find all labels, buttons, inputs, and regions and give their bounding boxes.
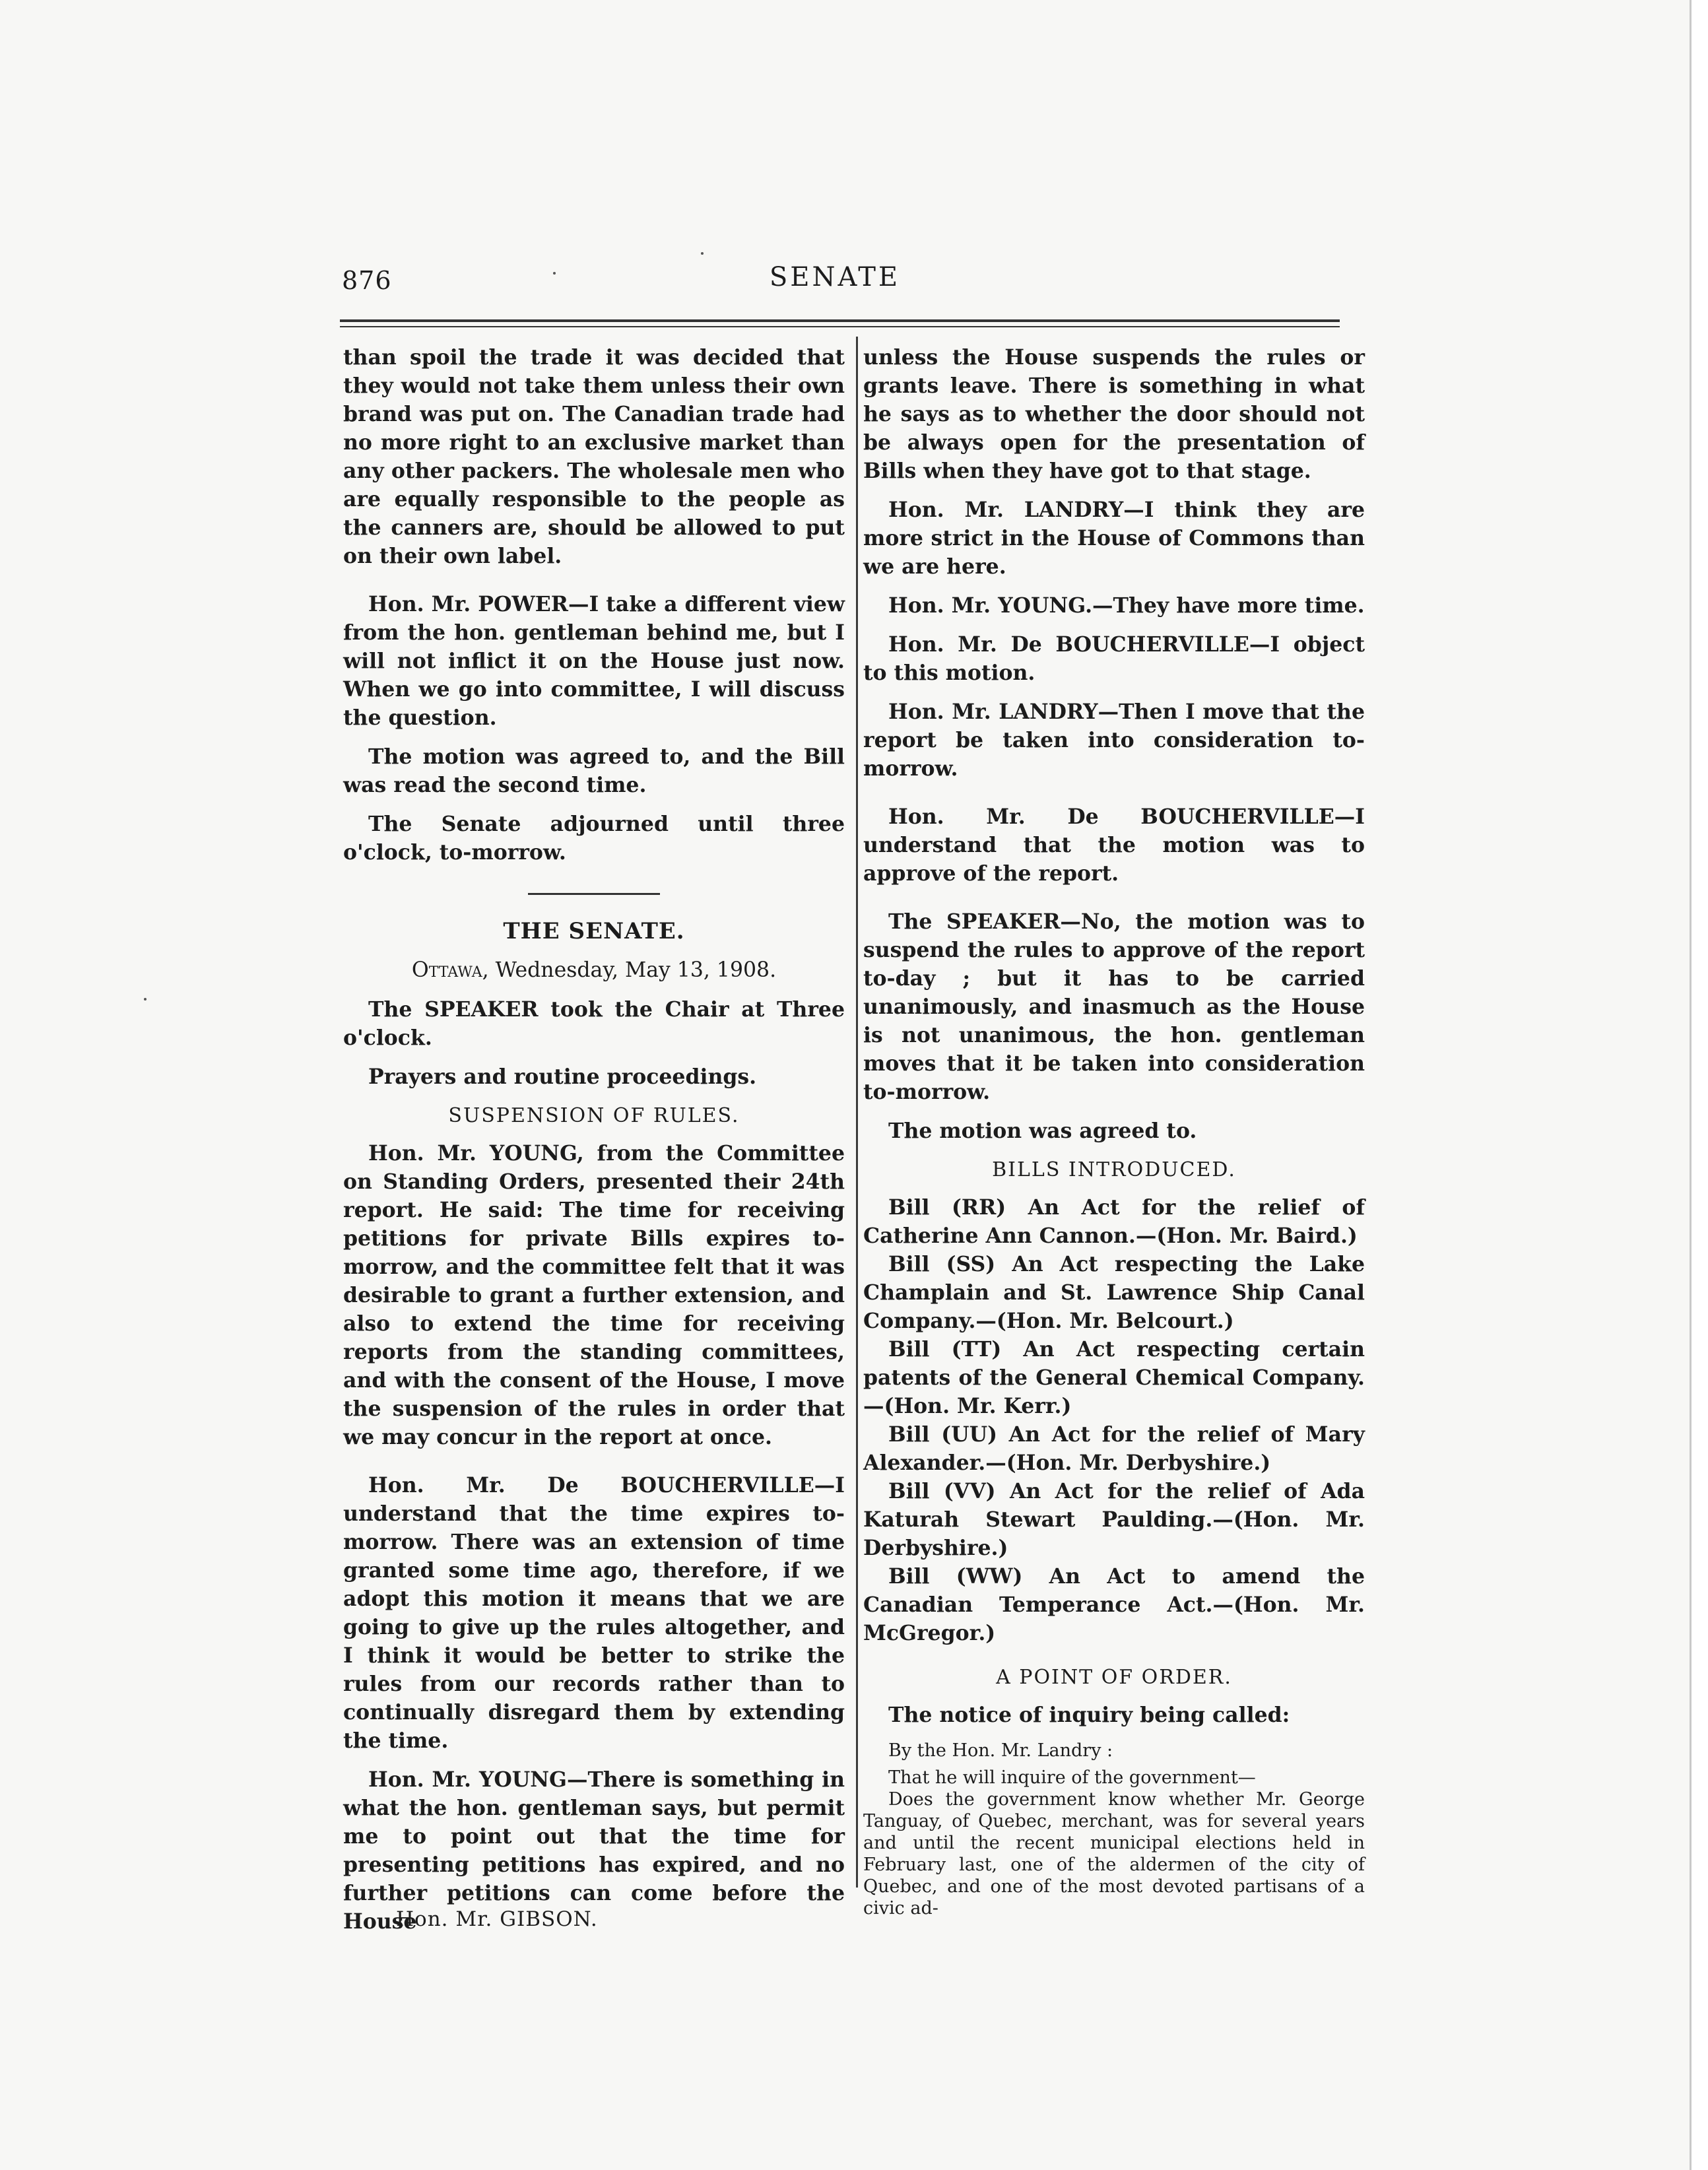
bill-entry: Bill (RR) An Act for the relief of Catherine Ann Cannon.—(Hon. Mr. Baird.) — [863, 1195, 1365, 1248]
paragraph: The notice of inquiry being called: — [888, 1703, 1290, 1727]
paragraph: The motion was agreed to, and the Bill was read the second time. — [343, 744, 845, 797]
bill-entry: Bill (SS) An Act respecting the Lake Champlain and St. Lawrence Ship Canal Company.—(Hon. Mr. Belcourt.) — [863, 1252, 1365, 1333]
dateline-date: , Wednesday, May 13, 1908. — [482, 958, 777, 982]
inquiry-line: That he will inquire of the government— — [888, 1767, 1256, 1788]
paragraph: The SPEAKER took the Chair at Three o'clock. — [343, 997, 845, 1050]
paragraph: The Senate adjourned until three o'clock, to-morrow. — [343, 812, 845, 865]
paragraph: unless the House suspends the rules or grants leave. There is something in what he says as to whether the door should not be always open for the presentation of Bills when they have got to that stage. — [863, 345, 1365, 483]
bill-entry: Bill (WW) An Act to amend the Canadian Temperance Act.—(Hon. Mr. McGregor.) — [863, 1564, 1365, 1645]
inquiry-text: Does the government know whether Mr. George Tanguay, of Quebec, merchant, was for several years and until the recent municipal elections held in February last, one of the aldermen of the city of Quebec, and one of the most devoted partisans of a civic ad- — [863, 1789, 1365, 1919]
paragraph: Hon. Mr. De BOUCHERVILLE—I understand that the time expires to-morrow. There was an extension of time granted some time ago, therefore, if we adopt this motion it means that we are going to give up the rules altogether, and I think it would be better to strike the rules from our records rather than to continually disregard them by extending the time. — [343, 1473, 845, 1753]
subheading-bills: BILLS INTRODUCED. — [992, 1158, 1236, 1181]
bill-entry: Bill (VV) An Act for the relief of Ada Katurah Stewart Paulding.—(Hon. Mr. Derbyshire.) — [863, 1479, 1365, 1560]
scan-speck — [553, 272, 556, 275]
paragraph: than spoil the trade it was decided that they would not take them unless their own brand was put on. The Canadian trade had no more right to an exclusive market than any other packers. The wholesale men who are equally responsible to the people as the canners are, should be allowed to put on their own label. — [343, 345, 845, 568]
subheading-suspension: SUSPENSION OF RULES. — [448, 1104, 740, 1127]
paragraph: The SPEAKER—No, the motion was to suspend the rules to approve of the report to-day ; but it has to be carried unanimously, and inasmuch as the House is not unanimous, the hon. gentleman moves that it be taken into consideration to-morrow. — [863, 909, 1365, 1104]
page-header — [330, 261, 1340, 300]
section-divider — [528, 893, 660, 895]
section-title: THE SENATE. — [503, 918, 685, 944]
dateline-place: Ottawa — [411, 958, 482, 982]
scan-speck — [701, 252, 704, 255]
paragraph: Hon. Mr. YOUNG—There is something in what the hon. gentleman says, but permit me to point out that the time for presenting petitions has expired, and no further petitions can come before the House — [343, 1767, 845, 1934]
paragraph: Hon. Mr. LANDRY—I think they are more strict in the House of Commons than we are here. — [863, 498, 1365, 579]
scan-speck — [144, 998, 147, 1001]
footer-speaker-name: Hon. Mr. GIBSON. — [396, 1907, 598, 1931]
bill-entry: Bill (UU) An Act for the relief of Mary Alexander.—(Hon. Mr. Derbyshire.) — [863, 1422, 1365, 1475]
running-title: SENATE — [769, 262, 901, 292]
paragraph: Hon. Mr. YOUNG, from the Committee on Standing Orders, presented their 24th report. He said: The time for receiving petitions for private Bills expires to-morrow, and the committee felt that it was desirable to grant a further extension, and also to extend the time for receiving reports from the standing committees, and with the consent of the House, I move the suspension of the rules in order that we may concur in the report at once. — [343, 1141, 845, 1449]
inquiry-notice — [863, 1740, 1365, 1919]
paragraph: Hon. Mr. De BOUCHERVILLE—I understand that the motion was to approve of the report. — [863, 805, 1365, 886]
page-number: 876 — [342, 266, 392, 295]
paragraph: Hon. Mr. De BOUCHERVILLE—I object to this motion. — [863, 632, 1365, 685]
dateline — [343, 956, 845, 985]
bill-entry: Bill (TT) An Act respecting certain patents of the General Chemical Company.—(Hon. Mr. Kerr.) — [863, 1337, 1365, 1418]
paragraph: The motion was agreed to. — [888, 1119, 1197, 1143]
paragraph: Hon. Mr. YOUNG.—They have more time. — [888, 593, 1365, 618]
paragraph: Hon. Mr. LANDRY—Then I move that the report be taken into consideration to-morrow. — [863, 700, 1365, 781]
column-divider — [856, 337, 858, 1888]
header-rule-thick — [340, 319, 1340, 322]
header-rule-thin — [340, 326, 1340, 327]
subheading-point-of-order: A POINT OF ORDER. — [996, 1666, 1232, 1689]
inquiry-by: By the Hon. Mr. Landry : — [888, 1740, 1113, 1761]
left-column — [343, 343, 845, 1946]
right-column — [863, 343, 1365, 1924]
paragraph: Prayers and routine proceedings. — [368, 1065, 757, 1089]
paragraph: Hon. Mr. POWER—I take a different view from the hon. gentleman behind me, but I will not inflict it on the House just now. When we go into committee, I will discuss the question. — [343, 592, 845, 730]
